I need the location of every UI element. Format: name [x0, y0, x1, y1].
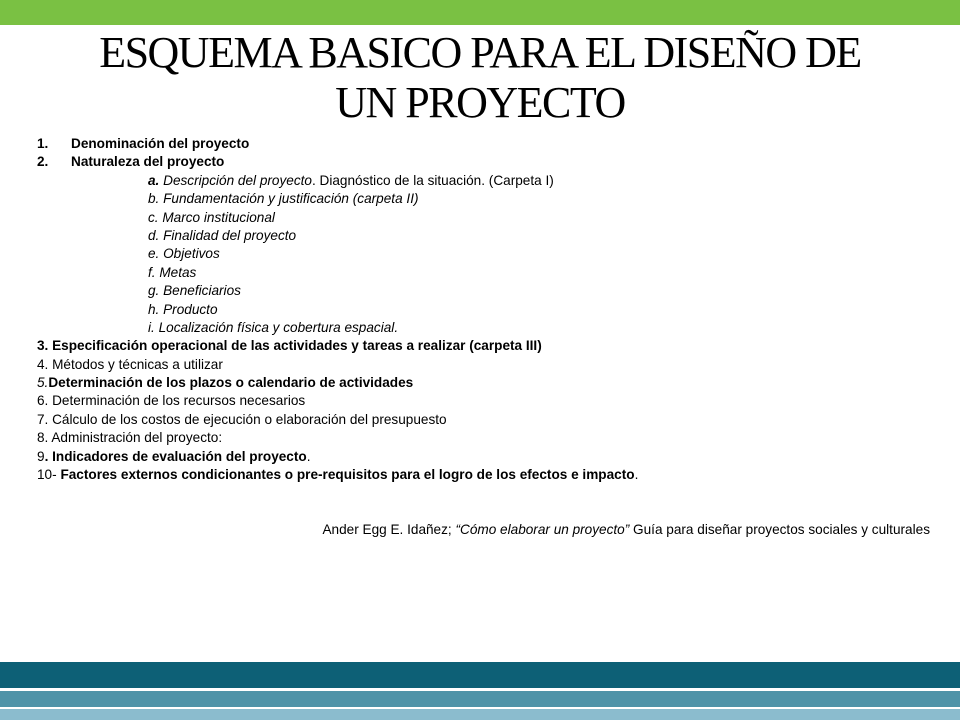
footer-band-light — [0, 709, 960, 720]
list-item-3: 3. Especificación operacional de las actividades y tareas a realizar (carpeta III) — [37, 338, 542, 354]
list-item-8: 8. Administración del proyecto: — [37, 430, 223, 446]
sub-item-h: h. Producto — [148, 301, 218, 317]
sub-item-a — [37, 172, 937, 190]
sub-item-c: c. Marco institucional — [148, 209, 275, 225]
footer-band-dark — [0, 662, 960, 688]
list-item-10 — [37, 466, 937, 484]
list-item-4: 4. Métodos y técnicas a utilizar — [37, 356, 223, 372]
list-item-5 — [37, 374, 937, 392]
list-item-9 — [37, 448, 937, 466]
sub-plain-text: . Diagnóstico de la situación. (Carpeta I) — [311, 172, 554, 188]
list-text: Naturaleza del proyecto — [71, 154, 225, 170]
citation-rest: Guía para diseñar proyectos sociales y culturales — [629, 522, 930, 537]
title-line-2: UN PROYECTO — [335, 78, 625, 127]
list-text: Factores externos condicionantes o pre-requisitos para el logro de los efectos e impacto — [60, 467, 635, 483]
list-item-7: 7. Cálculo de los costos de ejecución o elaboración del presupuesto — [37, 411, 447, 427]
list-text: . Indicadores de evaluación del proyecto — [44, 448, 307, 464]
list-number: 9 — [37, 448, 45, 464]
list-item-6: 6. Determinación de los recursos necesarios — [37, 393, 306, 409]
list-number: 1. — [37, 136, 49, 151]
outline-list — [37, 135, 937, 484]
sub-item-e: e. Objetivos — [148, 246, 220, 262]
list-number: 2. — [37, 154, 49, 170]
list-item-2 — [37, 153, 937, 171]
list-text: Denominación del proyecto — [71, 136, 250, 151]
sub-italic-text: Descripción del proyecto — [159, 172, 312, 188]
list-text: Determinación de los plazos o calendario de actividades — [48, 375, 414, 391]
list-number: 10- — [37, 467, 61, 483]
slide-title — [0, 28, 960, 128]
citation-authors: Ander Egg E. Idañez; — [322, 522, 456, 537]
title-line-1: ESQUEMA BASICO PARA EL DISEÑO DE — [99, 28, 861, 77]
list-end: . — [306, 448, 311, 464]
citation-title: “Cómo elaborar un proyecto” — [455, 522, 630, 537]
list-item-1 — [37, 135, 937, 153]
sub-item-f: f. Metas — [148, 264, 197, 280]
sub-item-g: g. Beneficiarios — [148, 283, 241, 299]
sub-item-d: d. Finalidad del proyecto — [148, 227, 297, 243]
list-number: 5. — [37, 375, 49, 391]
sub-item-b: b. Fundamentación y justificación (carpeta II) — [148, 191, 419, 207]
top-accent-bar — [0, 0, 960, 25]
sub-item-i: i. Localización física y cobertura espacial. — [148, 319, 399, 335]
citation — [322, 521, 930, 539]
sub-letter: a. — [148, 172, 160, 188]
footer-band-mid — [0, 691, 960, 707]
list-end: . — [634, 467, 639, 483]
